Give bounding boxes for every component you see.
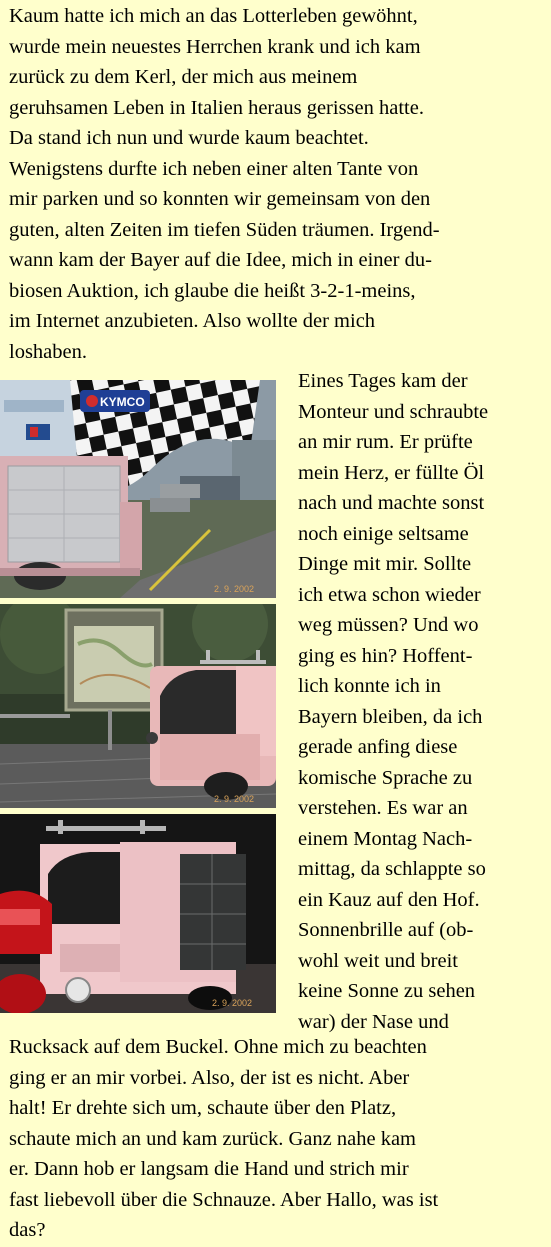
van-at-night-image [0,814,276,1013]
text-line: Sonnenbrille auf (ob- [298,919,474,941]
text-line: lich konnte ich in [298,675,441,697]
text-line: Bayern bleiben, da ich [298,705,483,728]
text-line: an mir rum. Er prüfte [298,431,473,453]
text-line: Wenigstens durfte ich neben einer alten Tante von [9,157,419,180]
text-line: nach und machte sonst [298,492,485,514]
text-line: mittag, da schlappte so [298,858,486,880]
text-line: mein Herz, er füllte Öl [298,461,485,484]
text-line: ging es hin? Hoffent- [298,644,473,667]
photo-date-stamp: 2. 9. 2002 [214,794,255,804]
intro-paragraph [9,1,440,367]
text-line: wann kam der Bayer auf die Idee, mich in einer du- [9,249,432,271]
text-line: war) der Nase und [298,1010,449,1033]
text-line: keine Sonne zu sehen [298,980,476,1002]
photo-van-night-garage [0,814,276,1013]
text-line: ging er an mir vorbei. Also, der ist es nicht. Aber [9,1066,410,1089]
text-line: schaute mich an und kam zurück. Ganz nahe kam [9,1127,416,1150]
text-line: halt! Er drehte sich um, schaute über den Platz, [9,1097,397,1119]
photo-date-stamp: 2. 9. 2002 [214,584,255,594]
text-line: guten, alten Zeiten im tiefen Süden träumen. Irgend- [9,218,440,241]
text-line: einem Montag Nach- [298,827,473,850]
text-line: mir parken und so konnten wir gemeinsam von den [9,188,431,210]
photo-van-by-map-board [0,604,276,808]
text-line: Rucksack auf dem Buckel. Ohne mich zu beachten [9,1036,427,1058]
text-line: weg müssen? Und wo [298,614,479,636]
text-line: verstehen. Es war an [298,797,468,819]
text-line: Monteur und schraubte [298,400,489,423]
text-line: das? [9,1219,46,1241]
text-line: er. Dann hob er langsam die Hand und strich mir [9,1158,409,1180]
text-line: noch einige seltsame [298,522,469,545]
text-line: ein Kauz auf den Hof. [298,888,480,911]
text-line: fast liebevoll über die Schnauze. Aber Hallo, was ist [9,1188,439,1211]
text-line: Kaum hatte ich mich an das Lotterleben gewöhnt, [9,5,418,27]
text-line: komische Sprache zu [298,766,473,789]
text-line: Dinge mit mir. Sollte [298,553,472,575]
side-paragraph [298,366,488,1037]
text-line: Eines Tages kam der [298,370,468,392]
outro-paragraph [9,1032,438,1246]
van-by-map-board-image [0,604,276,808]
text-line: im Internet anzubieten. Also wollte der mich [9,310,376,332]
text-line: zurück zu dem Kerl, der mich aus meinem [9,66,358,88]
text-line: biosen Auktion, ich glaube die heißt 3-2-1-meins, [9,279,416,302]
text-line: Da stand ich nun und wurde kaum beachtet. [9,127,369,149]
photo-date-stamp: 2. 9. 2002 [212,998,253,1008]
text-line: wurde mein neuestes Herrchen krank und ich kam [9,35,421,58]
photo-van-kymco-building [0,380,276,598]
text-line: ich etwa schon wieder [298,583,481,606]
text-line: wohl weit und breit [298,949,458,972]
text-line: geruhsamen Leben in Italien heraus gerissen hatte. [9,96,424,119]
text-line: loshaben. [9,340,87,363]
van-in-front-of-building-image [0,380,276,598]
text-line: gerade anfing diese [298,736,458,758]
kymco-sign-text: KYMCO [100,395,145,409]
